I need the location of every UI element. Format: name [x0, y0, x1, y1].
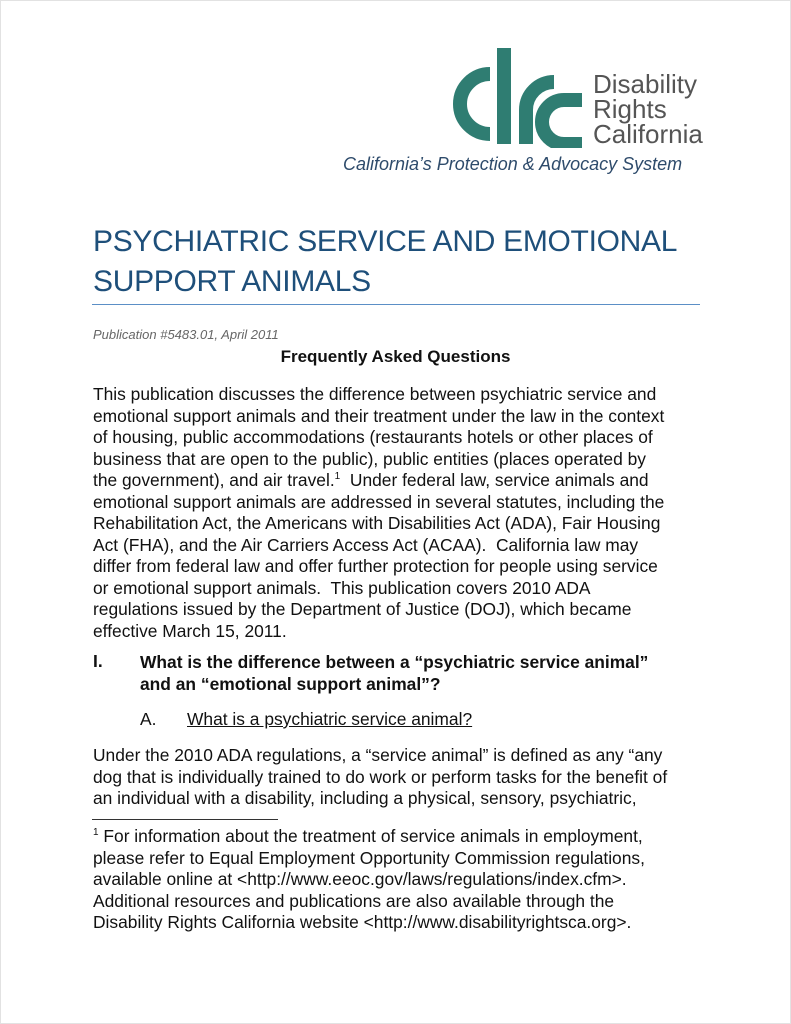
intro-line: Rehabilitation Act, the Americans with Disabilities Act (ADA), Fair Housing	[93, 513, 661, 533]
intro-line: or emotional support animals. This publication covers 2010 ADA	[93, 577, 591, 598]
title-divider	[92, 304, 700, 305]
body-line: an individual with a disability, including a physical, sensory, psychiatric,	[93, 788, 637, 808]
footnote-line: please refer to Equal Employment Opportunity Commission regulations,	[93, 847, 645, 868]
intro-line: emotional support animals and their treatment under the law in the context	[93, 405, 665, 426]
footnote-text: For information about the treatment of service animals in employment,	[98, 826, 643, 846]
intro-text: Under federal law, service animals and	[340, 470, 649, 490]
intro-line: Act (FHA), and the Air Carriers Access Act (ACAA). California law may	[93, 534, 639, 555]
intro-line: business that are open to the public), public entities (places operated by	[93, 448, 646, 469]
section-heading	[140, 651, 648, 695]
intro-line	[93, 470, 705, 492]
org-name-line-2: Rights	[593, 94, 667, 124]
footnote	[93, 826, 705, 934]
publication-info: Publication #5483.01, April 2011	[93, 327, 279, 342]
subsection-heading: What is a psychiatric service animal?	[187, 709, 473, 729]
footnote-reference[interactable]: 1	[334, 471, 341, 483]
intro-line: differ from federal law and offer further protection for people using service	[93, 556, 658, 576]
intro-line: effective March 15, 2011.	[93, 620, 287, 641]
intro-line: of housing, public accommodations (restaurants hotels or other places of	[93, 427, 653, 447]
intro-paragraph	[93, 384, 705, 642]
footnote-marker: 1	[93, 827, 99, 839]
title-line-2: SUPPORT ANIMALS	[93, 265, 371, 298]
section-number: I.	[93, 651, 103, 671]
org-tagline: California’s Protection & Advocacy System	[343, 154, 683, 174]
title-line-1: PSYCHIATRIC SERVICE AND EMOTIONAL	[93, 225, 678, 258]
body-line: dog that is individually trained to do work or perform tasks for the benefit of	[93, 766, 668, 787]
body-paragraph	[93, 745, 705, 810]
footnote-divider	[92, 819, 278, 820]
intro-line: emotional support animals are addressed in several statutes, including the	[93, 491, 665, 512]
faq-heading: Frequently Asked Questions	[280, 347, 511, 366]
footnote-line: Disability Rights California website <http://www.disabilityrightsca.org>.	[93, 912, 632, 932]
drc-logo-icon	[444, 44, 586, 148]
body-line: Under the 2010 ADA regulations, a “service animal” is defined as any “any	[93, 745, 663, 765]
intro-line: This publication discusses the difference between psychiatric service and	[93, 384, 657, 404]
document-title	[93, 222, 677, 302]
footnote-line: available online at <http://www.eeoc.gov/laws/regulations/index.cfm>.	[93, 869, 627, 889]
intro-text: the government), and air travel.	[93, 470, 335, 490]
footnote-line: Additional resources and publications are also available through the	[93, 890, 615, 911]
section-heading-line-1: What is the difference between a “psychiatric service animal”	[140, 652, 649, 672]
org-name-line-3: California	[593, 119, 703, 149]
section-heading-line-2: and an “emotional support animal”?	[140, 674, 441, 694]
subsection-number: A.	[140, 709, 157, 729]
org-name-line-1: Disability	[593, 69, 698, 99]
org-name	[593, 69, 703, 149]
intro-line: regulations issued by the Department of Justice (DOJ), which became	[93, 599, 632, 619]
footnote-line	[93, 826, 705, 848]
